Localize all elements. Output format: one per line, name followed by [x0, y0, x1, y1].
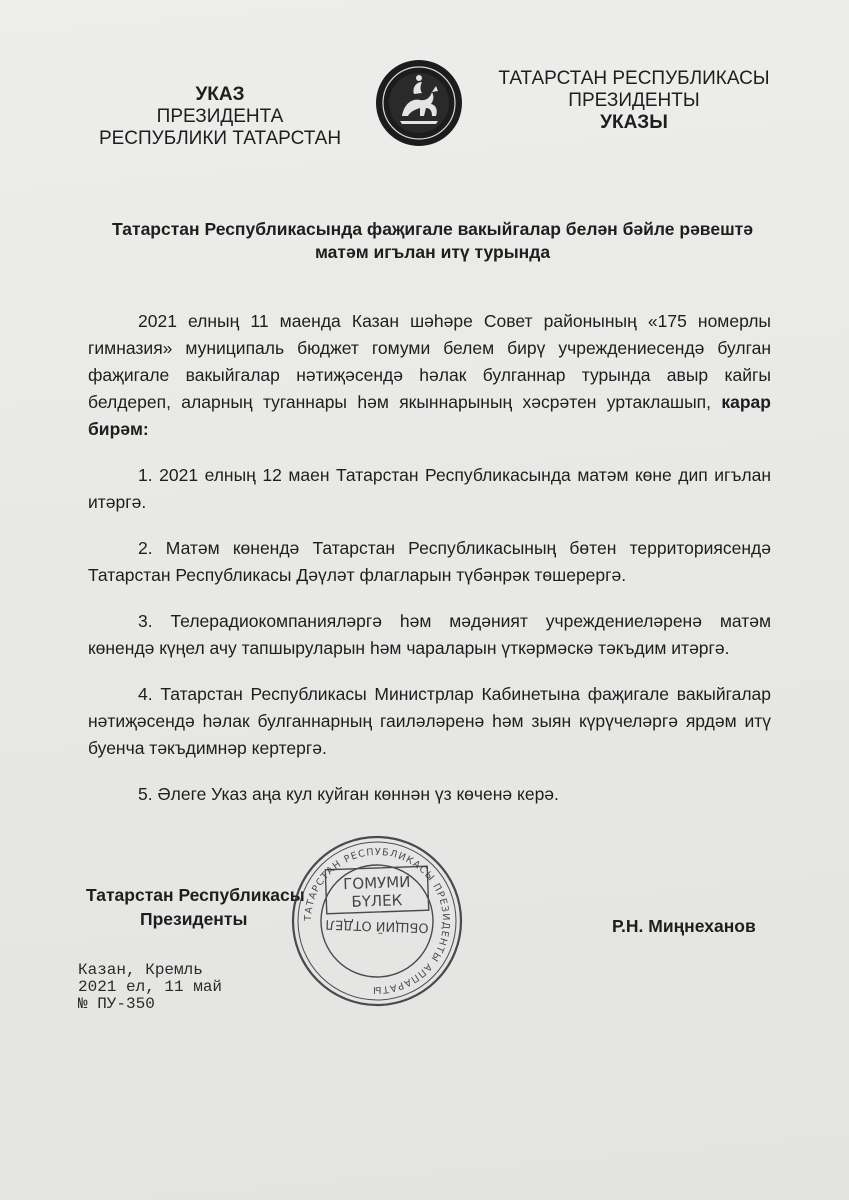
- decree-item-5: 5. Әлеге Указ аңа кул куйган көннән үз көченә керә.: [138, 784, 559, 804]
- stamp-line2: БҮЛЕК: [351, 891, 403, 911]
- decree-item-4: 4. Татарстан Республикасы Министрлар Кабинетына фаҗигале вакыйгалар нәтиҗәсендә һәлак булганнарның гаиләләренә һәм зыян күрүчеләргә ярдәм итү буенча тәкъдимнәр кертергә.: [88, 684, 771, 758]
- intro-bold-text: карар бирәм:: [88, 392, 771, 439]
- decree-body: [88, 308, 771, 827]
- decree-item-3: 3. Телерадиокомпанияләргә һәм мәдәният учреждениеләренә матәм көнендә күңел ачу тапшыруларын һәм чараларын үткәрмәскә тәкъдим итәргә.: [88, 611, 771, 658]
- registration-number: № ПУ-350: [78, 995, 155, 1013]
- intro-paragraph: [88, 308, 771, 443]
- header-right-line3: УКАЗЫ: [600, 112, 668, 133]
- header-left-line3: РЕСПУБЛИКИ ТАТАРСТАН: [98, 128, 342, 149]
- stamp-line3: ОБЩИЙ ОТДЕЛ: [325, 916, 429, 935]
- decree-title: [80, 218, 785, 264]
- signatory-position-line2: Президенты: [140, 909, 248, 929]
- decree-item-1: 1. 2021 елның 12 маен Татарстан Республикасында матәм көне дип игълан итәргә.: [88, 465, 771, 512]
- decree-title-line2: матәм игълан итү турында: [314, 242, 551, 262]
- header-right: [478, 68, 790, 134]
- signatory-name: Р.Н. Миңнеханов: [612, 916, 756, 936]
- header-right-line2: ПРЕЗИДЕНТЫ: [568, 90, 700, 111]
- header-right-line1: ТАТАРСТАН РЕСПУБЛИКАСЫ: [498, 68, 770, 89]
- intro-text: 2021 елның 11 маенда Казан шәһәре Совет районының «175 номерлы гимназия» муниципаль бюджет гомуми белем бирү учреждениесендә булган фаҗигале вакыйгалар нәтиҗәсендә һәлак булганнар турында авыр кайгы белдереп, аларның туганнары һәм якыннарының хәсрәтен уртаклашып,: [88, 311, 771, 412]
- decree-title-line1: Татарстан Республикасында фаҗигале вакыйгалар белән бәйле рәвештә: [112, 219, 753, 239]
- stamp-ring-text: ТАТАРСТАН РЕСПУБЛИКАСЫ ПРЕЗИДЕНТЫ АППАРАТЫ: [302, 846, 452, 996]
- header-left-line2: ПРЕЗИДЕНТА: [156, 106, 284, 127]
- stamp-line1: ГОМУМИ: [342, 872, 411, 894]
- registration-block: [78, 962, 318, 1013]
- header-left: [70, 84, 370, 150]
- registration-date: 2021 ел, 11 май: [78, 978, 223, 996]
- header-left-line1: УКАЗ: [195, 84, 245, 105]
- decree-item-2: 2. Матәм көнендә Татарстан Республикасының бөтен территориясендә Татарстан Республикасы Дәүләт флагларын түбәнрәк төшерергә.: [88, 538, 771, 585]
- tatarstan-coat-of-arms-icon: [374, 58, 464, 148]
- signatory-position-line1: Татарстан Республикасы: [86, 885, 305, 905]
- registration-place: Казан, Кремль: [78, 961, 203, 979]
